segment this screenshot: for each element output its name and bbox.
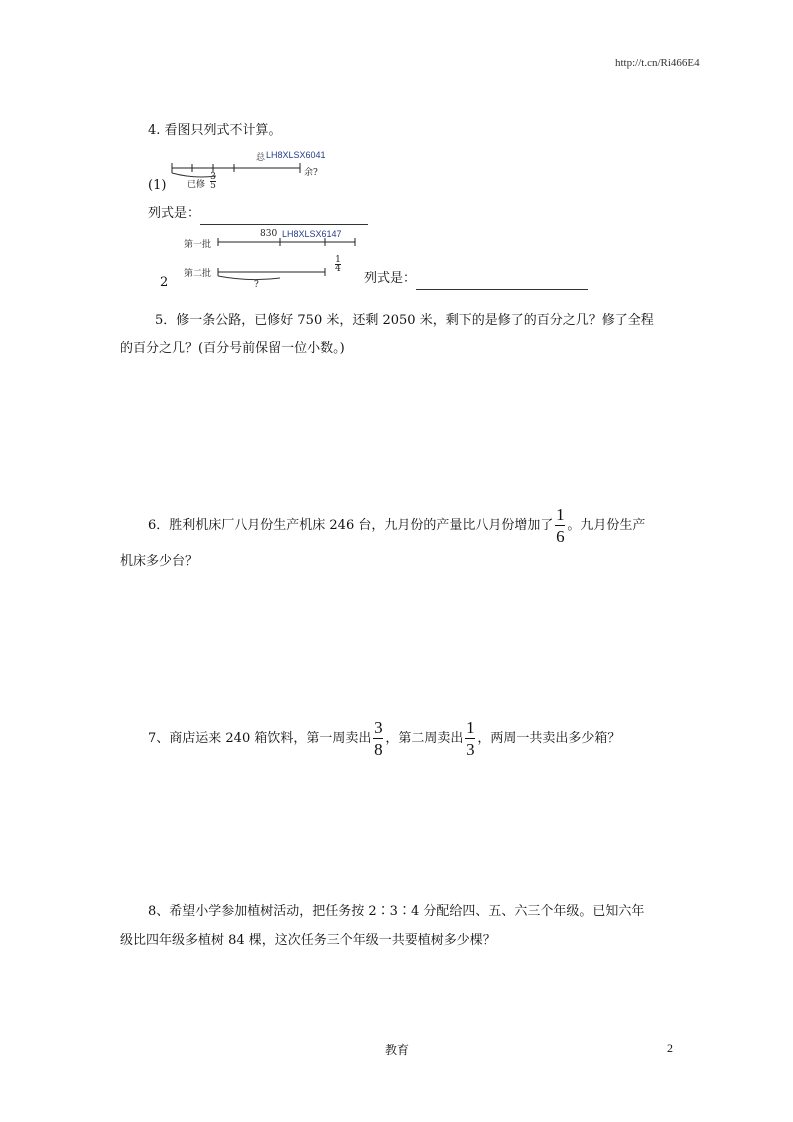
diagram-2-top-label: LH8XLSX6147 bbox=[282, 229, 342, 239]
q7-fraction-2 bbox=[465, 719, 475, 758]
page-number: 2 bbox=[667, 1041, 673, 1055]
q4-formula-1 bbox=[148, 203, 368, 225]
q5-line-1: 5．修一条公路，已修好 750 米，还剩 2050 米，剩下的是修了的百分之几？修了全程 bbox=[155, 313, 654, 328]
q6-frac-den: 6 bbox=[556, 527, 565, 546]
q6-text-a: 6．胜利机床厂八月份生产机床 246 台，九月份的产量比八月份增加了 bbox=[148, 517, 554, 533]
diagram-2-brace bbox=[218, 276, 280, 280]
diagram-1-top-label: LH8XLSX6041 bbox=[266, 150, 326, 160]
q5-line-2: 的百分之几？(百分号前保留一位小数。) bbox=[120, 341, 345, 356]
diagram-2-number: 2 bbox=[160, 275, 169, 290]
diagram-1-top-prefix: 总 bbox=[256, 153, 266, 163]
q7-line bbox=[148, 719, 620, 758]
q7-frac1-bar bbox=[373, 738, 383, 739]
footer-center: 教育 bbox=[385, 1043, 410, 1057]
q7-frac1-num: 3 bbox=[374, 718, 383, 737]
q6-text-b: 。九月份生产 bbox=[567, 517, 646, 533]
diagram-2-seg-label: ? bbox=[254, 280, 259, 290]
q7-text-c: ，两周一共卖出多少箱？ bbox=[477, 730, 621, 746]
diagram-2-row2-label: 第二批 bbox=[184, 269, 212, 279]
q6-frac-bar bbox=[555, 525, 565, 526]
q4-formula-2 bbox=[364, 268, 588, 290]
diagram-1-frac-num: 3 bbox=[210, 172, 216, 182]
q6-frac-num: 1 bbox=[556, 505, 565, 524]
diagram-2-top-prefix: 830 bbox=[260, 229, 278, 239]
diagram-1-seg-label: 已修 bbox=[187, 180, 206, 190]
q7-frac1-den: 8 bbox=[374, 740, 383, 759]
header-url: http://t.cn/Ri466E4 bbox=[615, 57, 700, 69]
diagram-2-frac-den: 4 bbox=[335, 264, 341, 274]
diagram-1-frac-den: 5 bbox=[210, 181, 216, 191]
formula-2-label: 列式是： bbox=[364, 271, 417, 286]
q4-title: 4. 看图只列式不计算。 bbox=[148, 123, 282, 138]
diagram-2-row1-label: 第一批 bbox=[184, 240, 212, 250]
q8-line-2: 级比四年级多植树 84 棵，这次任务三个年级一共要植树多少棵？ bbox=[120, 933, 496, 948]
q6-line-2: 机床多少台？ bbox=[120, 554, 199, 569]
diagram-1-fraction bbox=[210, 173, 216, 190]
diagram-1-number: (1) bbox=[148, 178, 167, 193]
q6-line-1 bbox=[148, 506, 645, 545]
formula-1-label: 列式是： bbox=[148, 206, 201, 221]
q7-fraction-1 bbox=[373, 719, 383, 758]
formula-2-answer-line[interactable] bbox=[416, 277, 588, 290]
q7-text-b: ，第二周卖出 bbox=[385, 730, 464, 746]
q7-frac2-num: 1 bbox=[466, 718, 475, 737]
q6-fraction bbox=[555, 506, 565, 545]
q8-line-1: 8、希望小学参加植树活动，把任务按 2∶3∶4 分配给四、五、六三个年级。已知六年 bbox=[148, 904, 645, 919]
diagram-2-frac-num: 1 bbox=[335, 255, 341, 265]
q7-frac2-bar bbox=[465, 738, 475, 739]
q7-frac2-den: 3 bbox=[466, 740, 475, 759]
diagram-2-fraction bbox=[335, 256, 341, 273]
formula-1-answer-line[interactable] bbox=[200, 212, 368, 225]
q7-text-a: 7、商店运来 240 箱饮料，第一周卖出 bbox=[148, 730, 372, 746]
diagram-1-right-label: 余? bbox=[304, 168, 318, 178]
